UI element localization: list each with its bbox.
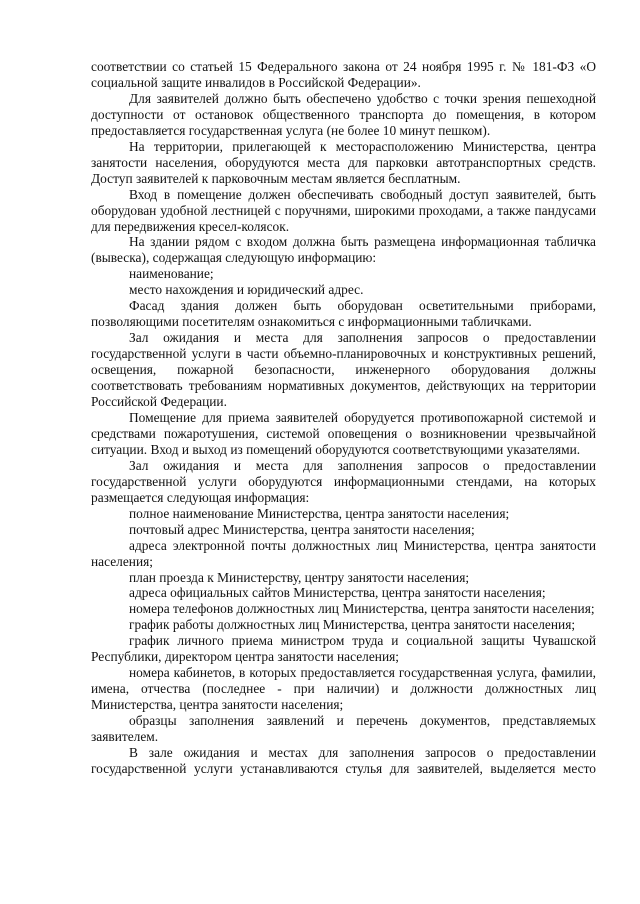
paragraph-signboard: На здании рядом с входом должна быть размещена информационная табличка (вывеска), содержащая следующую информацию: [91, 234, 596, 266]
paragraph-walking-accessibility: Для заявителей должно быть обеспечено удобство с точки зрения пешеходной доступности от остановок общественного транспорта до помещения, в котором предоставляется государственная услуга (не более 10 минут пешком). [91, 90, 596, 138]
list-item-work-schedule: график работы должностных лиц Министерства, центра занятости населения; [129, 617, 576, 633]
paragraph-facade-lighting: Фасад здания должен быть оборудован осветительными приборами, позволяющими посетителям ознакомиться с информационными табличками. [91, 298, 596, 330]
paragraph-parking: На территории, прилегающей к месторасположению Министерства, центра занятости населения, оборудуются места для парковки автотранспортных средств. Доступ заявителей к парковочным местам является бесплатным. [91, 138, 596, 186]
list-item-full-name: полное наименование Министерства, центра занятости населения; [129, 505, 510, 521]
paragraph-disability-law: соответствии со статьей 15 Федерального закона от 24 ноября 1995 г. № 181-ФЗ «О социальной защите инвалидов в Российской Федерации». [91, 59, 596, 90]
list-item-office-numbers: номера кабинетов, в которых предоставляется государственная услуга, фамилии, имена, отчества (последнее - при наличии) и должности должностных лиц Министерства, центра занятости населения; [91, 665, 596, 713]
list-item-directions: план проезда к Министерству, центру занятости населения; [129, 569, 470, 585]
paragraph-fire-safety: Помещение для приема заявителей оборудуется противопожарной системой и средствами пожаротушения, системой оповещения о возникновении чрезвычайной ситуации. Вход и выход из помещений оборудуются соответствующими указателями. [91, 409, 596, 457]
list-item-sample-forms: образцы заполнения заявлений и перечень документов, представляемых заявителем. [91, 713, 596, 745]
list-item-reception-schedule: график личного приема министром труда и социальной защиты Чувашской Республики, директором центра занятости населения; [91, 633, 596, 665]
list-item-postal-address: почтовый адрес Министерства, центра занятости населения; [129, 521, 475, 537]
list-item-location: место нахождения и юридический адрес. [129, 282, 364, 298]
document-page [91, 59, 596, 777]
list-item-websites: адреса официальных сайтов Министерства, центра занятости населения; [129, 585, 546, 601]
list-item-email: адреса электронной почты должностных лиц Министерства, центра занятости населения; [91, 537, 596, 569]
paragraph-chairs: В зале ожидания и местах для заполнения запросов о предоставлении государственной услуги устанавливаются стулья для заявителей, выделяется место [91, 744, 596, 776]
paragraph-waiting-hall-requirements: Зал ожидания и места для заполнения запросов о предоставлении государственной услуги в части объемно-планировочных и конструктивных решений, освещения, пожарной безопасности, инженерного оборудования должны соответствовать требованиям нормативных документов, действующих на территории Российской Федерации. [91, 330, 596, 410]
list-item-name: наименование; [129, 266, 214, 282]
paragraph-information-stands: Зал ожидания и места для заполнения запросов о предоставлении государственной услуги оборудуются информационными стендами, на которых размещается следующая информация: [91, 457, 596, 505]
list-item-phones: номера телефонов должностных лиц Министерства, центра занятости населения; [129, 601, 595, 617]
paragraph-entrance: Вход в помещение должен обеспечивать свободный доступ заявителей, быть оборудован удобной лестницей с поручнями, широкими проходами, а также пандусами для передвижения кресел-колясок. [91, 186, 596, 234]
